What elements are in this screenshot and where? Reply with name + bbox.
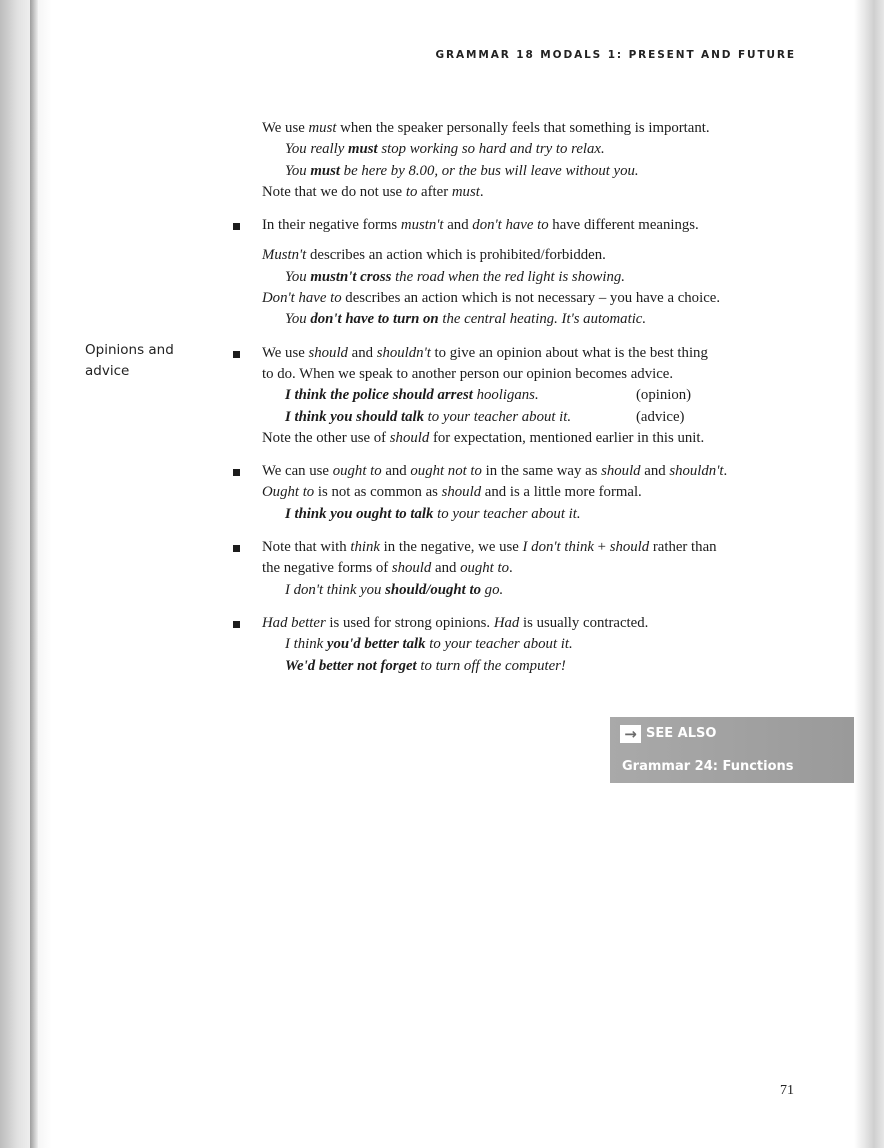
ought-line-2: Ought to is not as common as should and is a little more formal.	[262, 484, 642, 501]
think-line-1: Note that with think in the negative, we use I don't think + should rather than	[262, 539, 717, 556]
mustnt-description: Mustn't describes an action which is prohibited/forbidden.	[262, 247, 606, 264]
see-also-box[interactable]	[610, 717, 854, 783]
margin-heading-line-1: Opinions and	[85, 342, 174, 358]
arrow-right-icon: →	[620, 725, 641, 743]
see-also-title: SEE ALSO	[646, 726, 717, 741]
running-header: GRAMMAR 18 MODALS 1: PRESENT AND FUTURE	[435, 49, 796, 61]
must-note: Note that we do not use to after must.	[262, 183, 484, 200]
mustnt-example: You mustn't cross the road when the red light is showing.	[285, 268, 625, 285]
bullet-square-icon	[233, 545, 240, 552]
bullet-ought-to	[262, 461, 802, 525]
page-number: 71	[780, 1083, 794, 1098]
should-example-2: I think you should talk to your teacher about it. (advice)	[285, 408, 685, 425]
margin-heading-line-2: advice	[85, 363, 130, 379]
margin-heading	[85, 340, 205, 382]
should-line-1: We use should and shouldn't to give an opinion about what is the best thing	[262, 344, 708, 361]
should-line-2: to do. When we speak to another person our opinion becomes advice.	[262, 365, 674, 382]
bullet-should	[262, 343, 802, 449]
dont-have-to-description: Don't have to describes an action which is not necessary – you have a choice.	[262, 290, 721, 307]
think-example: I don't think you should/ought to go.	[285, 581, 504, 598]
bullet-square-icon	[233, 621, 240, 628]
bullet-had-better	[262, 613, 802, 677]
bullet-square-icon	[233, 351, 240, 358]
ought-example: I think you ought to talk to your teacher about it.	[285, 505, 581, 522]
dont-have-to-example: You don't have to turn on the central heating. It's automatic.	[285, 311, 647, 328]
should-example-1: I think the police should arrest hooligans. (opinion)	[285, 387, 692, 404]
should-note: Note the other use of should for expectation, mentioned earlier in this unit.	[262, 429, 705, 446]
had-better-line-1: Had better is used for strong opinions. Had is usually contracted.	[262, 614, 649, 631]
bullet-square-icon	[233, 223, 240, 230]
ought-line-1: We can use ought to and ought not to in the same way as should and shouldn't.	[262, 463, 728, 480]
bullet-think-negative	[262, 537, 802, 601]
negative-forms-text: In their negative forms mustn't and don't have to have different meanings.	[262, 217, 699, 234]
bullet-negative-forms	[262, 215, 802, 236]
page-spine-shadow	[0, 0, 52, 1148]
must-intro: We use must when the speaker personally feels that something is important.	[262, 120, 710, 136]
had-better-example-1: I think you'd better talk to your teacher about it.	[285, 636, 573, 653]
must-example-1: You really must stop working so hard and try to relax.	[285, 141, 605, 158]
must-example-2: You must be here by 8.00, or the bus will leave without you.	[285, 162, 639, 179]
bullet-square-icon	[233, 469, 240, 476]
had-better-example-2: We'd better not forget to turn off the computer!	[285, 657, 566, 674]
main-text	[262, 118, 802, 677]
see-also-link[interactable]: Grammar 24: Functions	[622, 759, 794, 774]
page-edge-shadow	[854, 0, 884, 1148]
think-line-2: the negative forms of should and ought to.	[262, 560, 513, 577]
